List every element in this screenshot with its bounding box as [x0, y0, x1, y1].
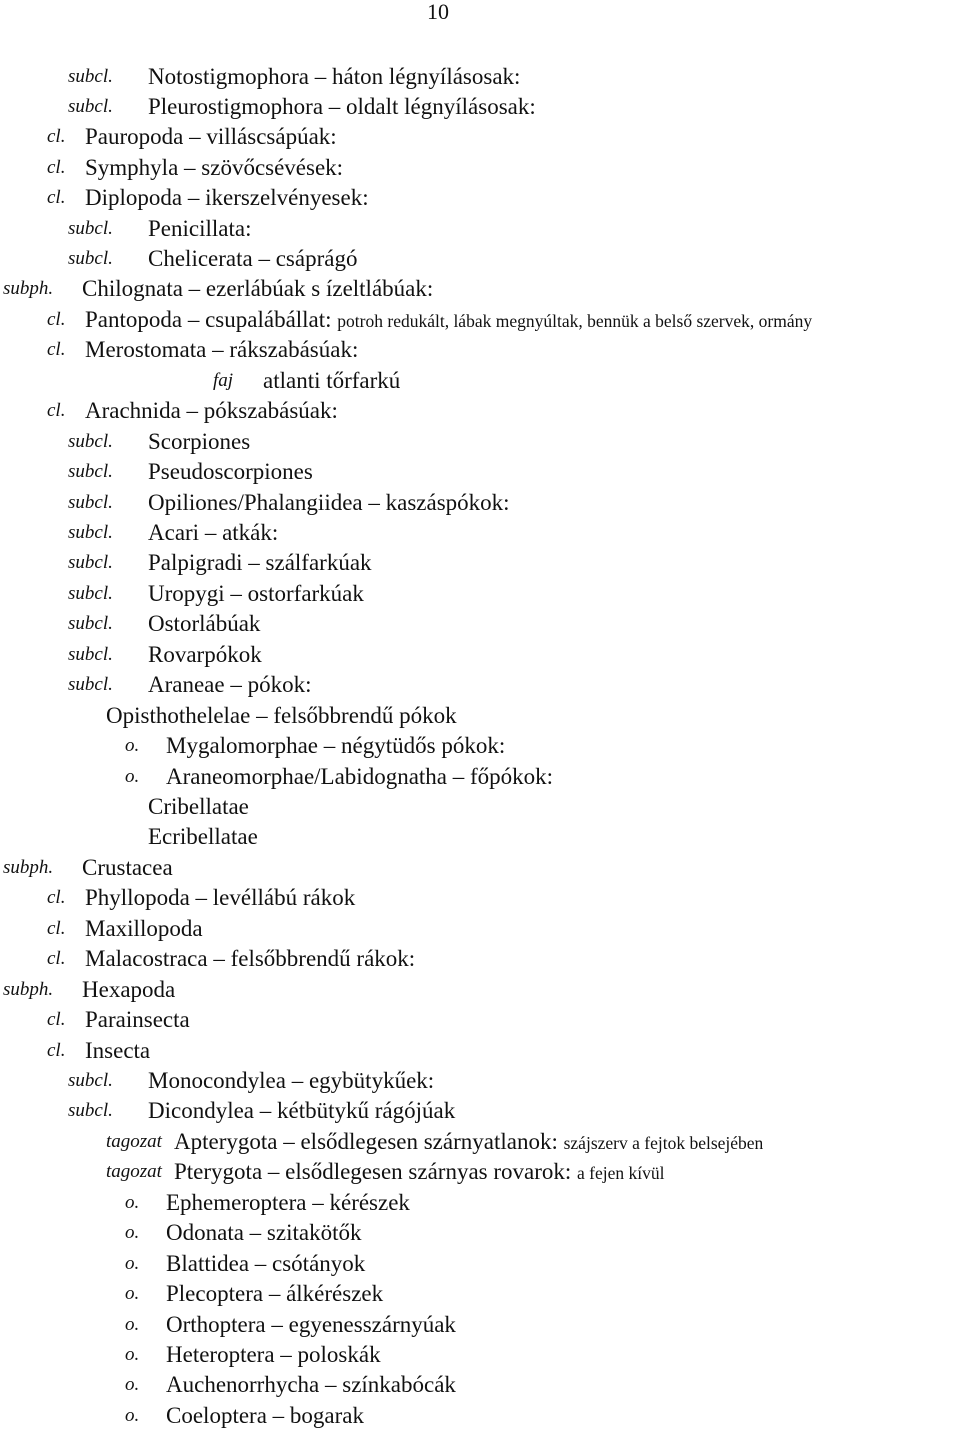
taxon-name-text: Pauropoda – villáscsápúak: — [85, 124, 337, 149]
taxon-name-text: Insecta — [85, 1038, 151, 1063]
taxon-name — [148, 1096, 455, 1126]
taxon-name — [148, 548, 372, 578]
taxon-name-text: Monocondylea – egybütykűek: — [148, 1068, 435, 1093]
taxon-name — [148, 670, 312, 700]
rank-label: subcl. — [68, 248, 113, 269]
taxon-name-text: Hexapoda — [82, 977, 176, 1002]
taxon-name-text: Mygalomorphae – négytüdős pókok: — [166, 733, 506, 758]
outline-line — [0, 579, 960, 609]
outline-line — [0, 1340, 960, 1370]
rank-label: subcl. — [68, 613, 113, 634]
outline-line — [0, 62, 960, 92]
outline-line — [0, 183, 960, 213]
taxon-name-text: Heteroptera – poloskák — [166, 1342, 381, 1367]
taxon-name — [148, 822, 258, 852]
taxon-name-text: Cribellatae — [148, 794, 249, 819]
outline-line — [0, 792, 960, 822]
rank-label: o. — [125, 1253, 140, 1274]
taxon-name — [166, 1218, 361, 1248]
taxon-name-text: Orthoptera – egyenesszárnyúak — [166, 1312, 456, 1337]
outline-line — [0, 853, 960, 883]
rank-label: tagozat — [106, 1131, 162, 1152]
outline-line — [0, 944, 960, 974]
rank-label: cl. — [47, 339, 66, 360]
outline-line — [0, 731, 960, 761]
taxon-name-text: Chelicerata – csáprágó — [148, 246, 358, 271]
outline-line — [0, 122, 960, 152]
taxon-name-text: Pseudoscorpiones — [148, 459, 313, 484]
taxon-name-text: Merostomata – rákszabásúak: — [85, 337, 359, 362]
rank-label: subcl. — [68, 431, 113, 452]
outline-line — [0, 640, 960, 670]
rank-label: subcl. — [68, 522, 113, 543]
outline-line — [0, 548, 960, 578]
rank-label: cl. — [47, 187, 66, 208]
outline-line — [0, 822, 960, 852]
taxon-name — [82, 853, 173, 883]
rank-label: subph. — [3, 857, 54, 878]
rank-label: cl. — [47, 400, 66, 421]
taxon-name-text: Pantopoda – csupalábállat: — [85, 307, 332, 332]
outline-line — [0, 1096, 960, 1126]
taxon-name-text: Opiliones/Phalangiidea – kaszáspókok: — [148, 490, 510, 515]
rank-label: tagozat — [106, 1161, 162, 1182]
outline-line — [0, 396, 960, 426]
outline-line — [0, 1310, 960, 1340]
taxon-name-text: Arachnida – pókszabásúak: — [85, 398, 338, 423]
taxon-name — [85, 944, 415, 974]
outline-line — [0, 1127, 960, 1157]
outline-line — [0, 1036, 960, 1066]
rank-label: o. — [125, 1374, 140, 1395]
rank-label: faj — [213, 370, 234, 391]
taxon-name-text: Penicillata: — [148, 216, 252, 241]
rank-label: o. — [125, 1344, 140, 1365]
taxon-name — [148, 92, 536, 122]
taxon-name — [166, 1401, 364, 1431]
taxon-name — [166, 1249, 365, 1279]
taxon-name — [166, 1188, 410, 1218]
outline-line — [0, 1157, 960, 1187]
taxon-name — [85, 1005, 190, 1035]
taxon-name-text: Opisthothelelae – felsőbbrendű pókok — [106, 703, 457, 728]
taxon-name-text: Pterygota – elsődlegesen szárnyas rovarok: — [174, 1159, 572, 1184]
rank-label: o. — [125, 1283, 140, 1304]
outline-line — [0, 1005, 960, 1035]
rank-label: subcl. — [68, 674, 113, 695]
taxon-name — [174, 1157, 665, 1188]
outline-line — [0, 762, 960, 792]
outline-line — [0, 1370, 960, 1400]
taxon-name — [148, 488, 510, 518]
taxon-name-text: Ecribellatae — [148, 824, 258, 849]
rank-label: subcl. — [68, 644, 113, 665]
rank-label: subcl. — [68, 1070, 113, 1091]
rank-label: subcl. — [68, 583, 113, 604]
rank-label: cl. — [47, 948, 66, 969]
rank-label: cl. — [47, 887, 66, 908]
outline-line — [0, 1066, 960, 1096]
outline-line — [0, 914, 960, 944]
taxon-name — [82, 975, 175, 1005]
taxon-name — [148, 427, 250, 457]
taxon-name-text: Ephemeroptera – kérészek — [166, 1190, 410, 1215]
taxon-name-text: Araneomorphae/Labidognatha – főpókok: — [166, 764, 554, 789]
rank-label: cl. — [47, 157, 66, 178]
taxon-name — [148, 244, 357, 274]
taxon-name — [148, 609, 260, 639]
taxon-name — [166, 1310, 456, 1340]
taxon-name-text: Diplopoda – ikerszelvényesek: — [85, 185, 369, 210]
outline-line — [0, 1249, 960, 1279]
taxon-name-text: Coeloptera – bogarak — [166, 1403, 364, 1428]
page-number: 10 — [427, 0, 449, 24]
taxon-name — [85, 883, 355, 913]
taxon-name — [148, 792, 249, 822]
outline-line — [0, 701, 960, 731]
taxon-name-text: Rovarpókok — [148, 642, 262, 667]
outline-line — [0, 366, 960, 396]
rank-label: o. — [125, 766, 140, 787]
taxon-name — [85, 183, 369, 213]
taxon-name — [148, 1066, 434, 1096]
outline-line — [0, 305, 960, 335]
outline-line — [0, 427, 960, 457]
taxon-name-text: Notostigmophora – háton légnyílásosak: — [148, 64, 521, 89]
taxon-name-text: Chilognata – ezerlábúak s ízeltlábúak: — [82, 276, 434, 301]
taxon-name — [174, 1127, 763, 1158]
taxon-name — [166, 762, 553, 792]
taxon-note: a fejen kívül — [577, 1163, 665, 1183]
taxon-name — [148, 62, 520, 92]
rank-label: o. — [125, 1192, 140, 1213]
taxon-name — [85, 305, 812, 336]
outline-line — [0, 883, 960, 913]
taxon-name-text: Araneae – pókok: — [148, 672, 312, 697]
taxon-name — [82, 274, 433, 304]
rank-label: subcl. — [68, 492, 113, 513]
rank-label: subph. — [3, 278, 54, 299]
rank-label: subcl. — [68, 1100, 113, 1121]
rank-label: cl. — [47, 918, 66, 939]
taxon-name-text: Ostorlábúak — [148, 611, 261, 636]
taxon-name-text: Uropygi – ostorfarkúak — [148, 581, 364, 606]
rank-label: subcl. — [68, 552, 113, 573]
taxon-name — [263, 366, 400, 396]
outline-line — [0, 670, 960, 700]
taxon-name-text: Scorpiones — [148, 429, 251, 454]
outline-line — [0, 1279, 960, 1309]
outline-line — [0, 214, 960, 244]
rank-label: o. — [125, 1222, 140, 1243]
taxon-name — [106, 701, 457, 731]
taxon-name — [166, 1370, 456, 1400]
taxon-name-text: Maxillopoda — [85, 916, 203, 941]
taxon-note: szájszerv a fejtok belsejében — [563, 1133, 764, 1153]
taxon-name — [166, 731, 505, 761]
taxon-name — [85, 1036, 150, 1066]
taxon-name-text: Phyllopoda – levéllábú rákok — [85, 885, 356, 910]
taxon-name — [85, 914, 203, 944]
rank-label: subcl. — [68, 96, 113, 117]
outline-line — [0, 92, 960, 122]
taxon-note: potroh redukált, lábak megnyúltak, bennük a belső szervek, ormány — [337, 311, 813, 331]
taxon-name — [166, 1340, 381, 1370]
taxon-name — [85, 153, 343, 183]
taxon-name — [85, 335, 358, 365]
outline-line — [0, 153, 960, 183]
taxon-name-text: Blattidea – csótányok — [166, 1251, 366, 1276]
taxon-name-text: Malacostraca – felsőbbrendű rákok: — [85, 946, 416, 971]
taxon-name-text: Dicondylea – kétbütykű rágójúak — [148, 1098, 456, 1123]
taxon-name-text: Plecoptera – álkérészek — [166, 1281, 384, 1306]
outline-line — [0, 335, 960, 365]
taxon-name — [148, 214, 251, 244]
rank-label: o. — [125, 1405, 140, 1426]
outline-line — [0, 488, 960, 518]
taxon-name-text: Parainsecta — [85, 1007, 190, 1032]
outline-line — [0, 457, 960, 487]
taxon-name-text: Pleurostigmophora – oldalt légnyílásosak: — [148, 94, 536, 119]
rank-label: cl. — [47, 126, 66, 147]
taxon-name-text: Acari – atkák: — [148, 520, 279, 545]
rank-label: subcl. — [68, 66, 113, 87]
taxon-name — [85, 122, 337, 152]
taxon-name — [148, 640, 262, 670]
taxon-name-text: Palpigradi – szálfarkúak — [148, 550, 372, 575]
outline-line — [0, 609, 960, 639]
rank-label: cl. — [47, 1009, 66, 1030]
outline-line — [0, 1218, 960, 1248]
rank-label: subcl. — [68, 218, 113, 239]
outline-line — [0, 518, 960, 548]
rank-label: cl. — [47, 309, 66, 330]
outline-line — [0, 975, 960, 1005]
rank-label: cl. — [47, 1040, 66, 1061]
taxon-name-text: Crustacea — [82, 855, 173, 880]
rank-label: o. — [125, 735, 140, 756]
taxon-name-text: Symphyla – szövőcsévések: — [85, 155, 344, 180]
taxon-name — [166, 1279, 383, 1309]
taxon-name — [148, 579, 364, 609]
taxon-name-text: atlanti tőrfarkú — [263, 368, 401, 393]
rank-label: o. — [125, 1314, 140, 1335]
taxon-name — [148, 518, 278, 548]
taxon-name-text: Auchenorrhycha – színkabócák — [166, 1372, 456, 1397]
taxon-name-text: Apterygota – elsődlegesen szárnyatlanok: — [174, 1129, 558, 1154]
outline-line — [0, 244, 960, 274]
rank-label: subcl. — [68, 461, 113, 482]
outline-line — [0, 274, 960, 304]
outline-line — [0, 1188, 960, 1218]
taxon-name — [85, 396, 338, 426]
taxon-name — [148, 457, 313, 487]
taxon-name-text: Odonata – szitakötők — [166, 1220, 362, 1245]
rank-label: subph. — [3, 979, 54, 1000]
outline-line — [0, 1401, 960, 1431]
